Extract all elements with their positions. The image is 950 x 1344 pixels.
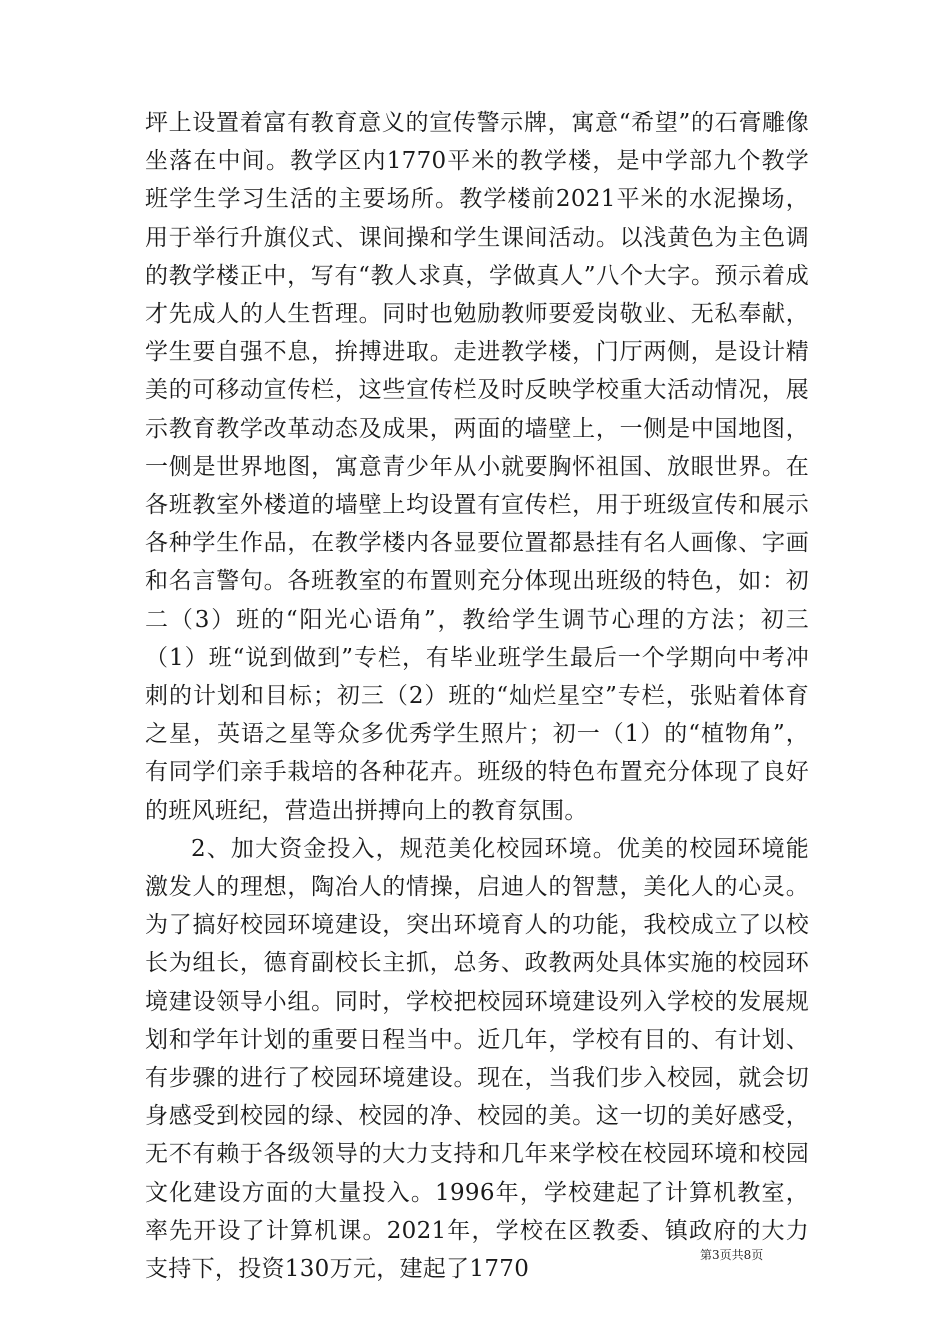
- page-number: 第3页共8页: [700, 1248, 764, 1262]
- paragraph-1: 坪上设置着富有教育意义的宣传警示牌，寓意“希望”的石膏雕像坐落在中间。教学区内1770平米的教学楼，是中学部九个教学班学生学习生活的主要场所。教学楼前2021平米的水泥操场，用于举行升旗仪式、课间操和学生课间活动。以浅黄色为主色调的教学楼正中，写有“教人求真，学做真人”八个大字。预示着成才先成人的人生哲理。同时也勉励教师要爱岗敬业、无私奉献，学生要自强不息，拚搏进取。走进教学楼，门厅两侧，是设计精美的可移动宣传栏，这些宣传栏及时反映学校重大活动情况，展示教育教学改革动态及成果，两面的墙壁上，一侧是中国地图，一侧是世界地图，寓意青少年从小就要胸怀祖国、放眼世界。在各班教室外楼道的墙壁上均设置有宣传栏，用于班级宣传和展示各种学生作品，在教学楼内各显要位置都悬挂有名人画像、字画和名言警句。各班教室的布置则充分体现出班级的特色，如：初二（3）班的“阳光心语角”，教给学生调节心理的方法；初三（1）班“说到做到”专栏，有毕业班学生最后一个学期向中考冲刺的计划和目标；初三（2）班的“灿烂星空”专栏，张贴着体育之星，英语之星等众多优秀学生照片；初一（1）的“植物角”，有同学们亲手栽培的各种花卉。班级的特色布置充分体现了良好的班风班纪，营造出拼搏向上的教育氛围。: [145, 110, 809, 824]
- paragraph-2: 2、加大资金投入，规范美化校园环境。优美的校园环境能激发人的理想，陶冶人的情操，启迪人的智慧，美化人的心灵。为了搞好校园环境建设，突出环境育人的功能，我校成立了以校长为组长，德育副校长主抓，总务、政教两处具体实施的校园环境建设领导小组。同时，学校把校园环境建设列入学校的发展规划和学年计划的重要日程当中。近几年，学校有目的、有计划、有步骤的进行了校园环境建设。现在，当我们步入校园，就会切身感受到校园的绿、校园的净、校园的美。这一切的美好感受，无不有赖于各级领导的大力支持和几年来学校在校园环境和校园文化建设方面的大量投入。1996年，学校建起了计算机教室，率先开设了计算机课。2021年，学校在区教委、镇政府的大力支持下，投资130万元，建起了1770: [145, 835, 809, 1283]
- document-body: [145, 104, 809, 1288]
